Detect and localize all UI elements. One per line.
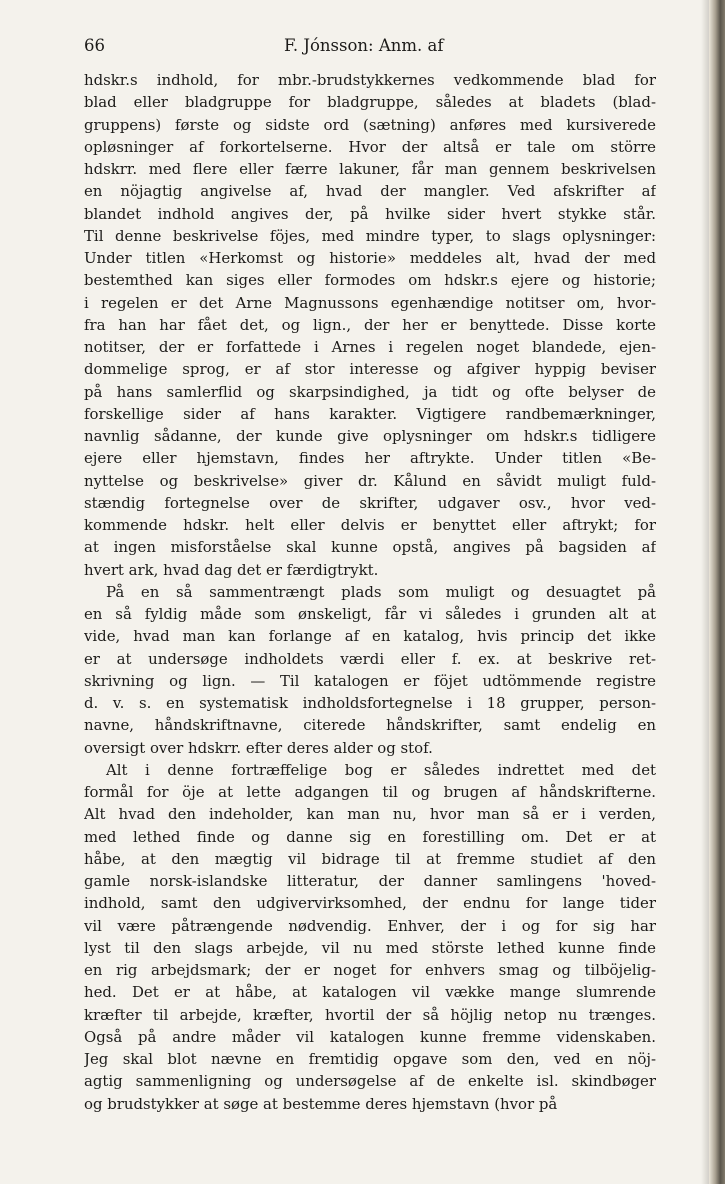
text-line: blad eller bladgruppe for bladgruppe, således at bladets (blad- — [84, 93, 656, 112]
body-text — [84, 69, 656, 1115]
text-line: opløsninger af forkortelserne. Hvor der altså er tale om större — [84, 137, 656, 156]
running-title: F. Jónsson: Anm. af — [284, 36, 444, 55]
text-line: På en så sammentrængt plads som muligt og desuagtet på — [106, 582, 656, 601]
text-line: en nöjagtig angivelse af, hvad der mangler. Ved afskrifter af — [84, 182, 656, 201]
text-line: i regelen er det Arne Magnussons egenhændige notitser om, hvor- — [84, 293, 656, 312]
text-line: vide, hvad man kan forlange af en katalog, hvis princip det ikke — [84, 627, 656, 646]
text-line: bestemthed kan siges eller formodes om hdskr.s ejere og historie; — [84, 271, 656, 290]
text-line: navnlig sådanne, der kunde give oplysninger om hdskr.s tidligere — [84, 427, 656, 445]
page-number: 66 — [84, 36, 105, 55]
text-line: Alt hvad den indeholder, kan man nu, hvor man så er i verden, — [84, 805, 656, 824]
text-line: Under titlen «Herkomst og historie» meddeles alt, hvad der med — [84, 249, 656, 267]
text-line: hvert ark, hvad dag det er færdigtrykt. — [84, 560, 379, 579]
text-line: stændig fortegnelse over de skrifter, udgaver osv., hvor ved- — [84, 493, 656, 512]
text-line: hed. Det er at håbe, at katalogen vil vække mange slumrende — [84, 983, 656, 1002]
running-head — [84, 34, 656, 58]
text-line: notitser, der er forfattede i Arnes i regelen noget blandede, ejen- — [84, 338, 656, 356]
text-line: og brudstykker at søge at bestemme deres hjemstavn (hvor på — [84, 1094, 558, 1113]
text-line: lyst til den slags arbejde, vil nu med störste lethed kunne finde — [84, 938, 656, 957]
text-line: hdskr.s indhold, for mbr.-brudstykkernes vedkommende blad for — [84, 71, 656, 89]
text-line: på hans samlerflid og skarpsindighed, ja tidt og ofte belyser de — [84, 382, 656, 401]
text-line: Også på andre måder vil katalogen kunne fremme videnskaben. — [84, 1027, 656, 1046]
text-line: d. v. s. en systematisk indholdsfortegnelse i 18 grupper, person- — [84, 694, 656, 712]
text-line: skrivning og lign. — Til katalogen er föjet udtömmende registre — [84, 671, 656, 690]
text-line: gruppens) første og sidste ord (sætning) anføres med kursiverede — [84, 115, 656, 134]
text-line: kræfter til arbejde, kræfter, hvortil der så höjlig netop nu trænges. — [84, 1005, 656, 1024]
text-line: gamle norsk-islandske litteratur, der danner samlingens 'hoved- — [84, 872, 656, 890]
text-line: navne, håndskriftnavne, citerede håndskrifter, samt endelig en — [84, 716, 656, 735]
text-line: Alt i denne fortræffelige bog er således indrettet med det — [106, 760, 656, 779]
text-line: vil være påtrængende nødvendig. Enhver, der i og for sig har — [84, 916, 656, 935]
text-line: kommende hdskr. helt eller delvis er benyttet eller aftrykt; for — [84, 516, 656, 534]
text-line: indhold, samt den udgivervirksomhed, der endnu for lange tider — [84, 894, 656, 913]
text-line: Jeg skal blot nævne en fremtidig opgave som den, ved en nöj- — [84, 1050, 656, 1068]
text-line: dommelige sprog, er af stor interesse og afgiver hyppig beviser — [84, 360, 656, 379]
text-line: håbe, at den mægtig vil bidrage til at fremme studiet af den — [84, 849, 656, 868]
text-line: en så fyldig måde som ønskeligt, får vi således i grunden alt at — [84, 605, 656, 623]
text-line: oversigt over hdskrr. efter deres alder og stof. — [84, 738, 433, 757]
text-line: at ingen misforståelse skal kunne opstå, angives på bagsiden af — [84, 538, 656, 557]
text-line: blandet indhold angives der, på hvilke sider hvert stykke står. — [84, 204, 656, 223]
page-gutter-shadow — [701, 0, 709, 1184]
text-line: Til denne beskrivelse föjes, med mindre typer, to slags oplysninger: — [84, 226, 656, 245]
text-line: agtig sammenligning og undersøgelse af de enkelte isl. skindbøger — [84, 1072, 656, 1091]
text-line: ejere eller hjemstavn, findes her aftrykte. Under titlen «Be- — [84, 449, 656, 468]
page-edge — [709, 0, 725, 1184]
text-line: en rig arbejdsmark; der er noget for enhvers smag og tilböjelig- — [84, 961, 656, 979]
text-line: med lethed finde og danne sig en forestilling om. Det er at — [84, 827, 656, 846]
text-line: hdskrr. med flere eller færre lakuner, får man gennem beskrivelsen — [84, 160, 656, 178]
text-line: nyttelse og beskrivelse» giver dr. Kålund en såvidt muligt fuld- — [84, 471, 656, 490]
text-line: fra han har fået det, og lign., der her er benyttede. Disse korte — [84, 315, 656, 334]
text-line: forskellige sider af hans karakter. Vigtigere randbemærkninger, — [84, 404, 656, 423]
text-line: er at undersøge indholdets værdi eller f. ex. at beskrive ret- — [84, 649, 656, 668]
text-line: formål for öje at lette adgangen til og brugen af håndskrifterne. — [84, 783, 656, 801]
